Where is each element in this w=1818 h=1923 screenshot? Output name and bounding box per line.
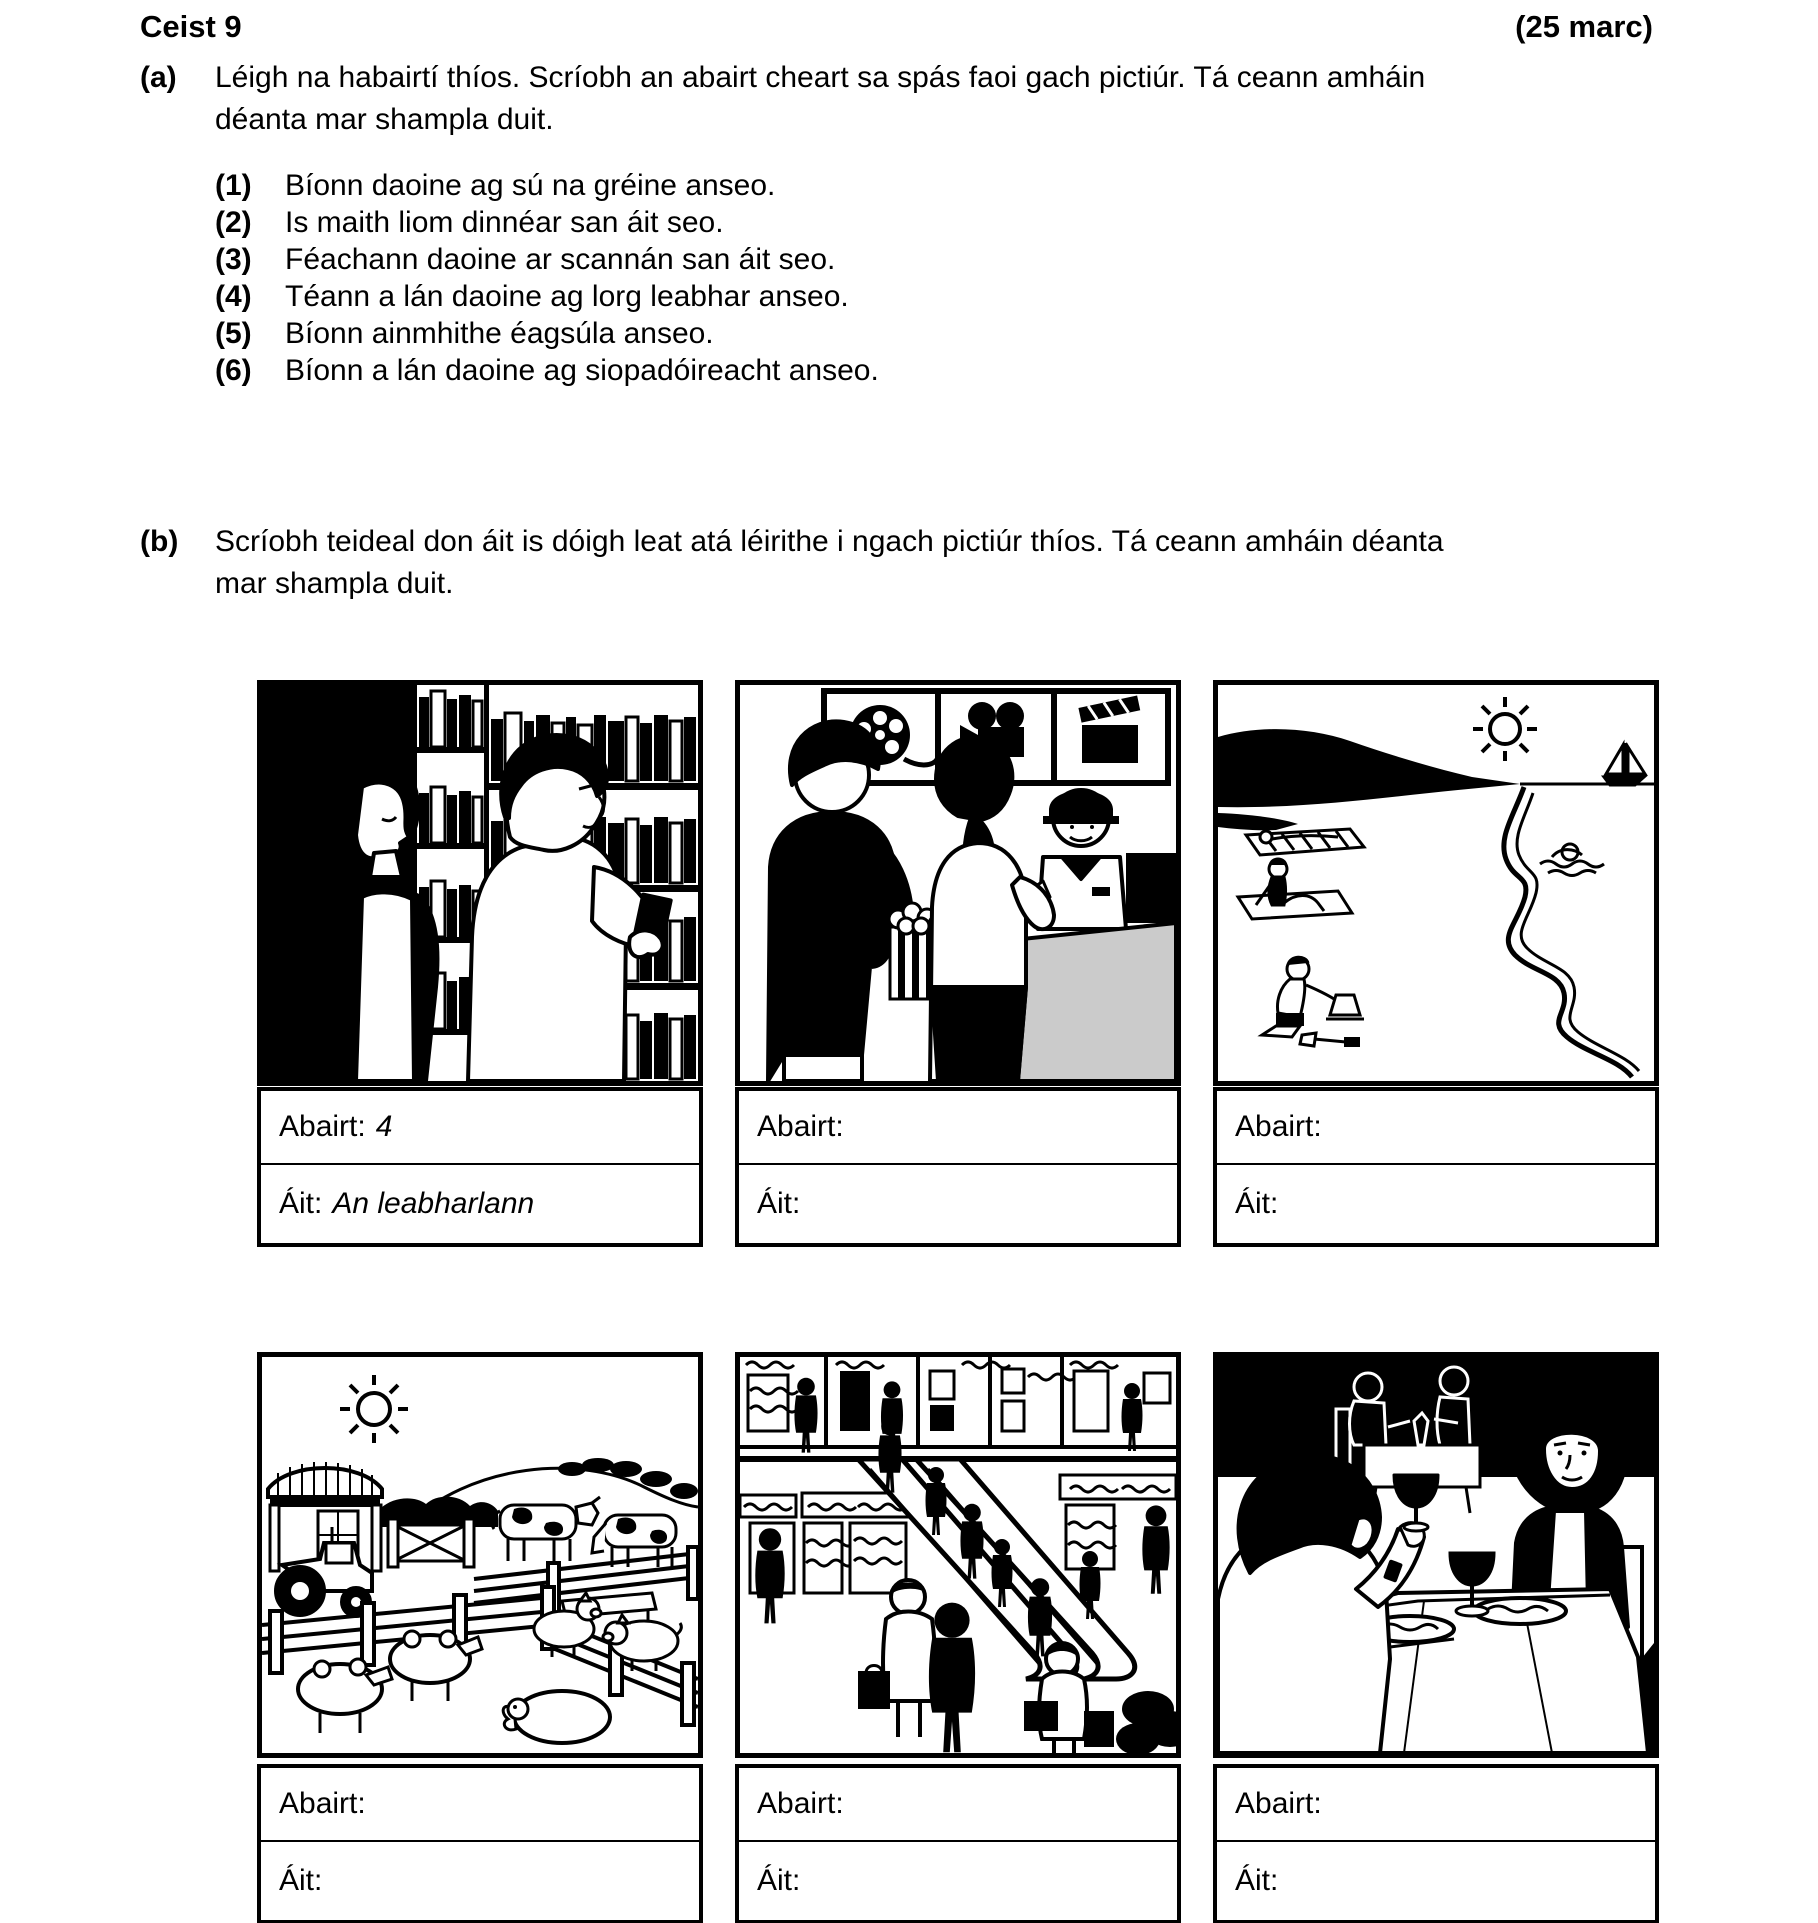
answer-box-restaurant bbox=[1213, 1764, 1659, 1923]
ait-label: Áit: bbox=[1235, 1187, 1279, 1220]
sentence-text: Bíonn a lán daoine ag siopadóireacht anseo. bbox=[285, 354, 879, 387]
page-title: Ceist 9 bbox=[140, 9, 242, 44]
part-a-label: (a) bbox=[140, 61, 177, 94]
part-b-label: (b) bbox=[140, 525, 179, 558]
ait-label: Áit: bbox=[279, 1864, 323, 1897]
abairt-label: Abairt: bbox=[1235, 1110, 1322, 1143]
figure-beach bbox=[1213, 680, 1659, 1247]
abairt-value: 4 bbox=[375, 1110, 393, 1143]
answer-box-library bbox=[257, 1087, 703, 1247]
sentence-item-2 bbox=[215, 205, 724, 241]
figure-restaurant bbox=[1213, 1352, 1659, 1923]
figure-shopping-centre bbox=[735, 1352, 1181, 1923]
answer-box-beach bbox=[1213, 1087, 1659, 1247]
ait-row[interactable] bbox=[739, 1840, 1177, 1920]
part-a-instruction-line2: déanta mar shampla duit. bbox=[215, 103, 554, 136]
abairt-label: Abairt: bbox=[757, 1110, 844, 1143]
figure-library bbox=[257, 680, 703, 1247]
sentence-item-5 bbox=[215, 316, 714, 352]
library-scene-illustration bbox=[257, 680, 703, 1086]
sentence-number: (6) bbox=[215, 354, 252, 387]
abairt-label: Abairt: bbox=[279, 1110, 366, 1143]
farm-scene-illustration bbox=[257, 1352, 703, 1758]
abairt-row[interactable] bbox=[1217, 1768, 1655, 1840]
marks-label: (25 marc) bbox=[1515, 9, 1653, 44]
ait-row[interactable] bbox=[1217, 1840, 1655, 1920]
abairt-label: Abairt: bbox=[1235, 1787, 1322, 1820]
sentence-text: Féachann daoine ar scannán san áit seo. bbox=[285, 243, 836, 276]
sentence-text: Bíonn ainmhithe éagsúla anseo. bbox=[285, 317, 714, 350]
ait-row[interactable] bbox=[1217, 1163, 1655, 1243]
sentence-number: (4) bbox=[215, 280, 252, 313]
abairt-row[interactable] bbox=[739, 1091, 1177, 1163]
part-a-instruction-line1: Léigh na habairtí thíos. Scríobh an abairt cheart sa spás faoi gach pictiúr. Tá ceann amháin bbox=[215, 61, 1426, 94]
ait-value: An leabharlann bbox=[332, 1187, 535, 1220]
sentence-text: Bíonn daoine ag sú na gréine anseo. bbox=[285, 169, 776, 202]
part-b-instruction-line2: mar shampla duit. bbox=[215, 567, 454, 600]
ait-label: Áit: bbox=[757, 1864, 801, 1897]
restaurant-scene-illustration bbox=[1213, 1352, 1659, 1758]
sentence-item-6 bbox=[215, 353, 879, 389]
abairt-row bbox=[261, 1091, 699, 1163]
sentence-number: (1) bbox=[215, 169, 252, 202]
ait-row[interactable] bbox=[739, 1163, 1177, 1243]
sentence-item-3 bbox=[215, 242, 835, 278]
abairt-label: Abairt: bbox=[279, 1787, 366, 1820]
ait-row bbox=[261, 1163, 699, 1243]
abairt-row[interactable] bbox=[261, 1768, 699, 1840]
abairt-row[interactable] bbox=[1217, 1091, 1655, 1163]
answer-box-shopping-centre bbox=[735, 1764, 1181, 1923]
abairt-row[interactable] bbox=[739, 1768, 1177, 1840]
part-b-instruction-line1: Scríobh teideal don áit is dóigh leat atá léirithe i ngach pictiúr thíos. Tá ceann amháin déanta bbox=[215, 525, 1444, 558]
ait-label: Áit: bbox=[757, 1187, 801, 1220]
sentence-number: (5) bbox=[215, 317, 252, 350]
answer-box-farm bbox=[257, 1764, 703, 1923]
cinema-scene-illustration bbox=[735, 680, 1181, 1086]
ait-label: Áit: bbox=[279, 1187, 323, 1220]
sentence-number: (3) bbox=[215, 243, 252, 276]
ait-label: Áit: bbox=[1235, 1864, 1279, 1897]
ait-row[interactable] bbox=[261, 1840, 699, 1920]
figure-cinema bbox=[735, 680, 1181, 1247]
figure-farm bbox=[257, 1352, 703, 1923]
sentence-text: Téann a lán daoine ag lorg leabhar anseo. bbox=[285, 280, 849, 313]
shopping-centre-scene-illustration bbox=[735, 1352, 1181, 1758]
sentence-item-4 bbox=[215, 279, 849, 315]
answer-box-cinema bbox=[735, 1087, 1181, 1247]
sentence-item-1 bbox=[215, 168, 775, 204]
beach-scene-illustration bbox=[1213, 680, 1659, 1086]
sentence-number: (2) bbox=[215, 206, 252, 239]
sentence-text: Is maith liom dinnéar san áit seo. bbox=[285, 206, 724, 239]
abairt-label: Abairt: bbox=[757, 1787, 844, 1820]
